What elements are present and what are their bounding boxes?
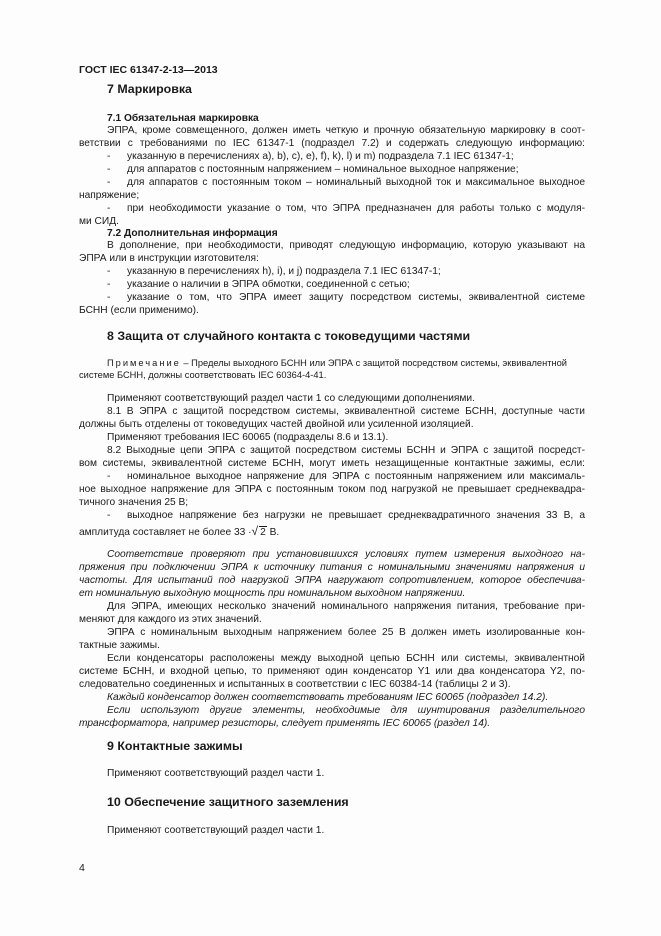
list-item: указание о наличии в ЭПРА обмотки, соединенной с сетью; — [127, 279, 410, 290]
formula-unit: В. — [266, 527, 280, 538]
italic-line: пряжения при подключении ЭПРА к источнику питания с номинальными значениями напряжения и — [79, 562, 585, 573]
subsection-7-2-title: 7.2 Дополнительная информация — [107, 228, 278, 239]
list-item: указанную в перечислениях a), b), c), e), f), k), l) и m) подраздела 7.1 IEC 61347-1; — [127, 151, 514, 162]
list-dash: - — [107, 279, 111, 290]
list-item: указанную в перечислениях h), i), и j) подраздела 7.1 IEC 61347-1; — [127, 266, 441, 277]
list-item-cont: напряжение; — [79, 190, 140, 201]
section-10-title: 10 Обеспечение защитного заземления — [107, 795, 349, 809]
list-dash: - — [107, 177, 111, 188]
note-line: системе БСНН, должны соответствовать IEC 60364-4-41. — [79, 370, 327, 380]
list-item: для аппаратов с постоянным напряжением – номинальное выходное напряжение; — [127, 164, 519, 175]
list-item-cont: БСНН (если применимо). — [79, 305, 199, 316]
list-item-cont: ми СИД. — [79, 216, 119, 227]
paragraph-line: Применяют требования IEC 60065 (подразделы 8.6 и 13.1). — [107, 432, 389, 443]
paragraph-line: 8.1 В ЭПРА с защитой посредством системы, эквивалентной системе БСНН, доступные части — [107, 406, 585, 417]
paragraph-line: ЭПРА, кроме совмещенного, должен иметь четкую и прочную обязательную маркировку в соот- — [107, 125, 585, 136]
list-item: указание о том, что ЭПРА имеет защиту посредством системы, эквивалентной системе — [127, 292, 585, 303]
formula-line — [79, 525, 279, 539]
italic-line: Каждый конденсатор должен соответствовать требованиям IEC 60065 (подраздел 14.2). — [107, 692, 549, 703]
paragraph-line: ветствии с требованиями по IEC 61347-1 (подраздел 7.2) и содержать следующую информацию: — [79, 138, 585, 149]
paragraph-line: В дополнение, при необходимости, приводят следующую информацию, которую указывают на — [107, 240, 585, 251]
italic-line: Соответствие проверяют при установившихся условиях путем измерения выходного на- — [107, 549, 585, 560]
italic-line: трансформатора, например резисторы, следует применять IEC 60065 (раздел 14). — [79, 718, 491, 729]
paragraph-line: Применяют соответствующий раздел части 1. — [107, 768, 325, 779]
paragraph-line: должны быть отделены от токоведущих частей двойной или усиленной изоляцией. — [79, 419, 474, 430]
subsection-7-1-title: 7.1 Обязательная маркировка — [107, 113, 259, 124]
list-dash: - — [107, 203, 111, 214]
italic-line: частоты. Для испытаний под нагрузкой ЭПРА нагружают сопротивлением, которое обеспечива- — [79, 575, 585, 586]
note-line — [107, 357, 567, 369]
sqrt-argument: 2 — [260, 527, 266, 538]
section-9-title: 9 Контактные зажимы — [107, 739, 243, 753]
page-number: 4 — [79, 862, 85, 874]
formula-text: амплитуда составляет не более 33 · — [79, 527, 252, 538]
list-dash: - — [107, 266, 111, 277]
paragraph-line: тактные зажимы. — [79, 640, 160, 651]
list-dash: - — [107, 292, 111, 303]
list-dash: - — [107, 164, 111, 175]
section-7-title: 7 Маркировка — [107, 82, 192, 96]
list-dash: - — [107, 471, 111, 482]
paragraph-line: Для ЭПРА, имеющих несколько значений номинального напряжения питания, требование при- — [107, 601, 585, 612]
list-item: номинальное выходное напряжение для ЭПРА с постоянным напряжением или максималь- — [127, 471, 585, 482]
paragraph-line: вом системы, эквивалентной системе БСНН, могут иметь незащищенные контактные зажимы, если: — [79, 458, 585, 469]
list-dash: - — [107, 151, 111, 162]
note-label: Примечание — [107, 358, 181, 368]
paragraph-line: ЭПРА с номинальным выходным напряжением более 25 В должен иметь изолированные кон- — [107, 627, 585, 638]
list-item-cont: ное выходное напряжение для ЭПРА с постоянным током под нагрузкой не превышает среднеквадра- — [79, 484, 585, 495]
list-dash: - — [107, 510, 111, 521]
italic-line: Если используют другие элементы, необходимые для шунтирования разделительного — [107, 705, 585, 716]
paragraph-line: следовательно соединенных и испытанных в соответствии с IEC 60384-14 (таблицы 2 и 3). — [79, 679, 511, 690]
note-text: – Пределы выходного БСНН или ЭПРА с защитой посредством системы, эквивалентной — [180, 358, 567, 368]
section-8-title: 8 Защита от случайного контакта с токоведущими частями — [107, 329, 471, 343]
sqrt-symbol: √ — [251, 524, 259, 538]
paragraph-line: меняют для каждого из этих значений. — [79, 614, 262, 625]
paragraph-line: Если конденсаторы расположены между выходной цепью БСНН или системы, эквивалентной — [107, 653, 585, 664]
italic-line: ет номинальную выходную мощность при номинальном выходном напряжении. — [79, 588, 466, 599]
list-item: для аппаратов с постоянным током – номинальный выходной ток и максимальное выходное — [127, 177, 585, 188]
list-item-cont: тичного значения 25 В; — [79, 497, 189, 508]
paragraph-line: Применяют соответствующий раздел части 1 со следующими дополнениями. — [107, 393, 475, 404]
document-header: ГОСТ IEC 61347-2-13—2013 — [79, 64, 218, 76]
list-item: выходное напряжение без нагрузки не превышает среднеквадратичного значения 33 В, а — [127, 510, 585, 521]
paragraph-line: 8.2 Выходные цепи ЭПРА с защитой посредством системы БСНН и ЭПРА с защитой посредст- — [107, 445, 585, 456]
paragraph-line: Применяют соответствующий раздел части 1. — [107, 825, 325, 836]
paragraph-line: ЭПРА или в инструкции изготовителя: — [79, 253, 259, 264]
list-item: при необходимости указание о том, что ЭПРА предназначен для работы только с модуля- — [127, 203, 585, 214]
paragraph-line: системе БСНН, и входной цепью, то применяют один конденсатор Y1 или два конденсатора Y2, по- — [79, 666, 585, 677]
